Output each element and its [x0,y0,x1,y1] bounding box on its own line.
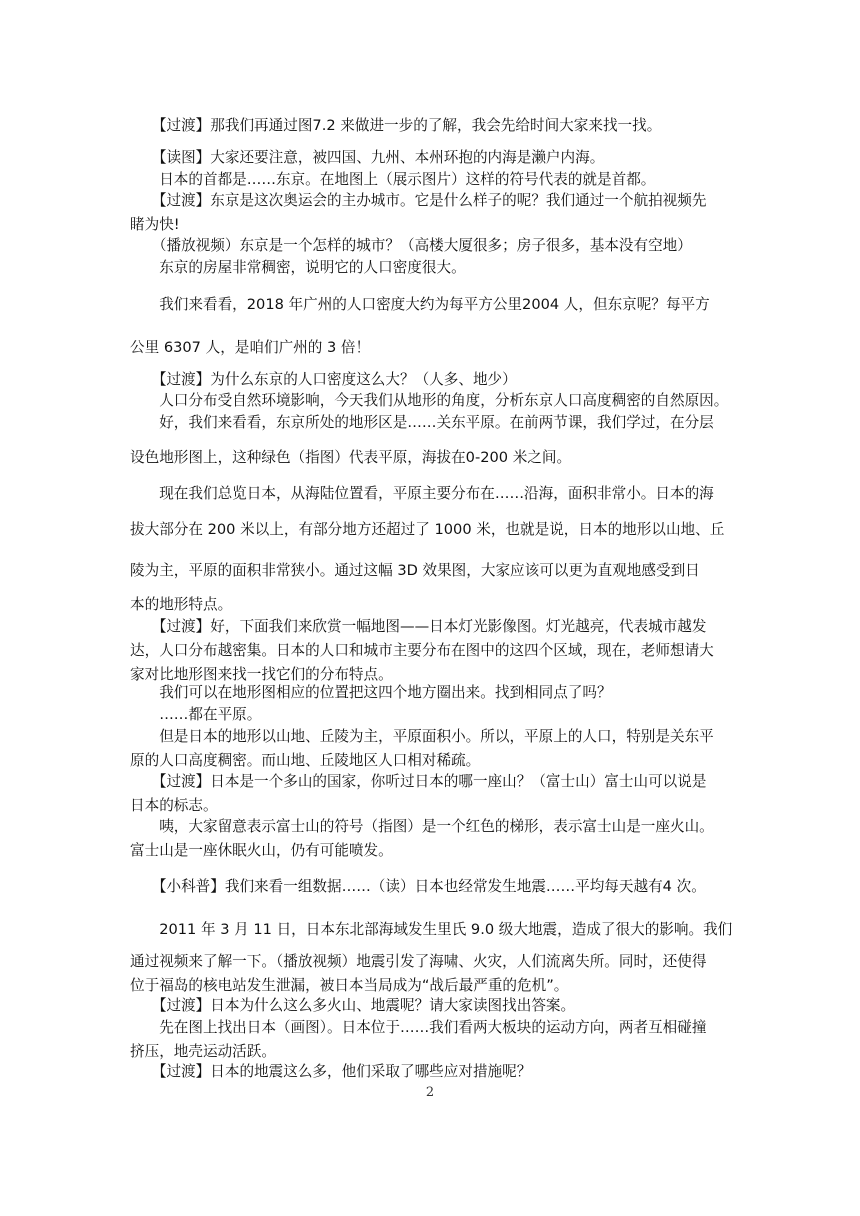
paragraph: 本的地形特点。 [130,596,233,613]
paragraph: 【过渡】那我们再通过图7.2 来做进一步的了解，我会先给时间大家来找一找。 [130,117,662,134]
paragraph: 【过渡】东京是这次奥运会的主办城市。它是什么样子的呢？我们通过一个航拍视频先 睹为快! [130,192,707,233]
paragraph: 【小科普】我们来看一组数据……（读）日本也经常发生地震……平均每天越有4 次。 [130,878,706,895]
paragraph: 设色地形图上，这种绿色（指图）代表平原，海拔在0-200 米之间。 [130,449,572,466]
paragraph: 人口分布受自然环境影响，今天我们从地形的角度，分析东京人口高度稠密的自然原因。 [130,392,729,409]
paragraph: 我们可以在地形图相应的位置把这四个地方圈出来。找到相同点了吗？ [130,684,612,701]
paragraph: 陵为主，平原的面积非常狭小。通过这幅 3D 效果图，大家应该可以更为直观地感受到日 [130,562,700,579]
paragraph: 先在图上找出日本（画图）。日本位于……我们看两大板块的运动方向，两者互相碰撞 挤压，地壳运动活跃。 [130,1019,707,1060]
paragraph: 但是日本的地形以山地、丘陵为主，平原面积小。所以，平原上的人口，特别是关东平 原的人口高度稠密。而山地、丘陵地区人口相对稀疏。 [130,728,714,769]
paragraph: 【过渡】日本的地震这么多，他们采取了哪些应对措施呢？ [130,1063,532,1080]
paragraph: （播放视频）东京是一个怎样的城市？（高楼大厦很多；房子很多，基本没有空地） [130,237,692,254]
paragraph: 通过视频来了解一下。（播放视频）地震引发了海啸、火灾，人们流离失所。同时，还使得 位于福岛的核电站发生泄漏，被日本当局成为“战后最严重的危机”。 [130,953,707,994]
paragraph: ……都在平原。 [130,706,262,723]
paragraph: 现在我们总览日本，从海陆位置看，平原主要分布在……沿海，面积非常小。日本的海 [130,485,714,502]
paragraph: 【过渡】为什么东京的人口密度这么大？（人多、地少） [130,371,517,388]
paragraph: 公里 6307 人，是咱们广州的 3 倍！ [130,339,371,356]
paragraph: 拔大部分在 200 米以上，有部分地方还超过了 1000 米，也就是说，日本的地形以山地、丘 [130,521,725,538]
paragraph: 【过渡】日本为什么这么多火山、地震呢？请大家读图找出答案。 [130,997,576,1014]
paragraph: 我们来看看，2018 年广州的人口密度大约为每平方公里2004 人，但东京呢？每平方 [130,296,710,313]
paragraph: 2011 年 3 月 11 日，日本东北部海域发生里氏 9.0 级大地震，造成了很大的影响。我们 [130,921,733,938]
paragraph: 好，我们来看看，东京所处的地形区是……关东平原。在前两节课，我们学过，在分层 [130,414,714,431]
paragraph: 日本的首都是……东京。在地图上（展示图片）这样的符号代表的就是首都。 [130,171,656,188]
paragraph: 【过渡】好，下面我们来欣赏一幅地图——日本灯光影像图。灯光越亮，代表城市越发 达，人口分布越密集。日本的人口和城市主要分布在图中的这四个区域，现在，老师想请大 家对比地形图来找一找它们的分布特点。 [130,618,714,683]
paragraph: 【过渡】日本是一个多山的国家，你听过日本的哪一座山？（富士山）富士山可以说是 日本的标志。 [130,773,707,814]
page-number: 2 [425,1085,435,1100]
paragraph: 咦，大家留意表示富士山的符号（指图）是一个红色的梯形，表示富士山是一座火山。 富士山是一座休眠火山，仍有可能喷发。 [130,818,714,859]
paragraph: 东京的房屋非常稠密，说明它的人口密度很大。 [130,259,466,276]
paragraph: 【读图】大家还要注意，被四国、九州、本州环抱的内海是濑户内海。 [130,149,605,166]
